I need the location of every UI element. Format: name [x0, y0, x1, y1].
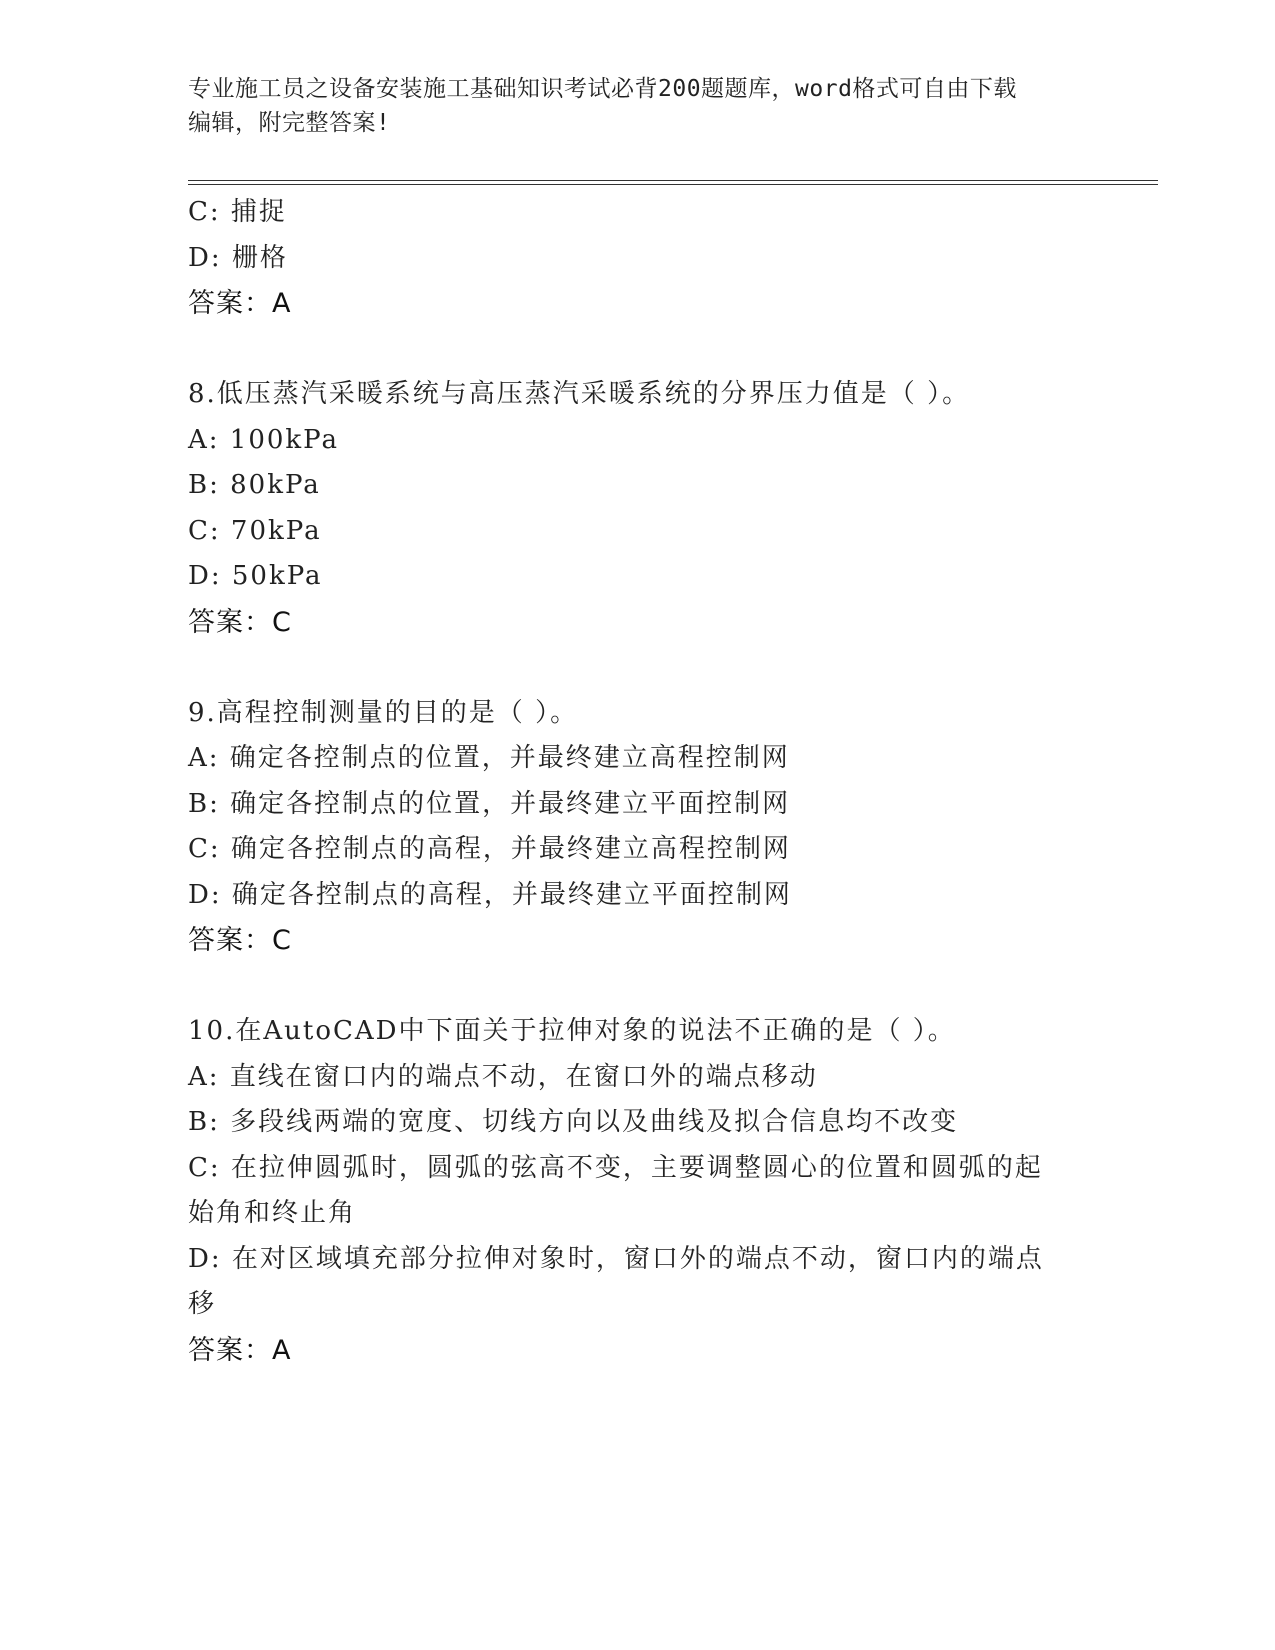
question-list — [188, 190, 1088, 1373]
option-d-continued: 移 — [188, 1289, 217, 1319]
question-8 — [188, 372, 1088, 645]
question-stem: 10.在AutoCAD中下面关于拉伸对象的说法不正确的是（ ）。 — [188, 1016, 956, 1046]
header-title-line-2: 编辑，附完整答案! — [188, 110, 391, 136]
option-d: D: 确定各控制点的高程，并最终建立平面控制网 — [188, 879, 792, 910]
header-divider-top — [188, 180, 1158, 181]
option-b: B: 确定各控制点的位置，并最终建立平面控制网 — [188, 788, 791, 819]
option-c: C: 捕捉 — [188, 197, 287, 227]
option-a: A: 100kPa — [188, 424, 340, 455]
option-d: D: 50kPa — [188, 561, 323, 591]
option-a: A: 直线在窗口内的端点不动，在窗口外的端点移动 — [188, 1061, 818, 1092]
option-b: B: 80kPa — [188, 470, 321, 500]
spacer — [188, 964, 1088, 1010]
header-divider-bottom — [188, 184, 1158, 185]
option-d: D: 在对区域填充部分拉伸对象时，窗口外的端点不动，窗口内的端点 — [188, 1243, 1044, 1274]
answer-line: 答案：C — [188, 925, 292, 956]
answer-line: 答案：A — [188, 288, 292, 319]
option-c-continued: 始角和终止角 — [188, 1198, 357, 1228]
question-10 — [188, 1009, 1088, 1373]
option-d: D: 栅格 — [188, 242, 288, 273]
option-c: C: 70kPa — [188, 515, 322, 546]
option-a: A: 确定各控制点的位置，并最终建立高程控制网 — [188, 743, 790, 773]
document-header — [188, 72, 1088, 140]
answer-line: 答案：A — [188, 1334, 292, 1366]
option-b: B: 多段线两端的宽度、切线方向以及曲线及拟合信息均不改变 — [188, 1107, 959, 1137]
question-stem: 8.低压蒸汽采暖系统与高压蒸汽采暖系统的分界压力值是（ ）。 — [188, 379, 971, 409]
spacer — [188, 645, 1088, 691]
option-c: C: 确定各控制点的高程，并最终建立高程控制网 — [188, 834, 791, 864]
spacer — [188, 327, 1088, 373]
answer-line: 答案：C — [188, 606, 292, 638]
option-c: C: 在拉伸圆弧时，圆弧的弦高不变，主要调整圆心的位置和圆弧的起 — [188, 1152, 1043, 1183]
header-title-line-1: 专业施工员之设备安装施工基础知识考试必背200题题库，word格式可自由下载 — [188, 76, 1017, 102]
question-stem: 9.高程控制测量的目的是（ ）。 — [188, 697, 579, 728]
question-7-continued — [188, 190, 1088, 327]
question-9 — [188, 691, 1088, 964]
